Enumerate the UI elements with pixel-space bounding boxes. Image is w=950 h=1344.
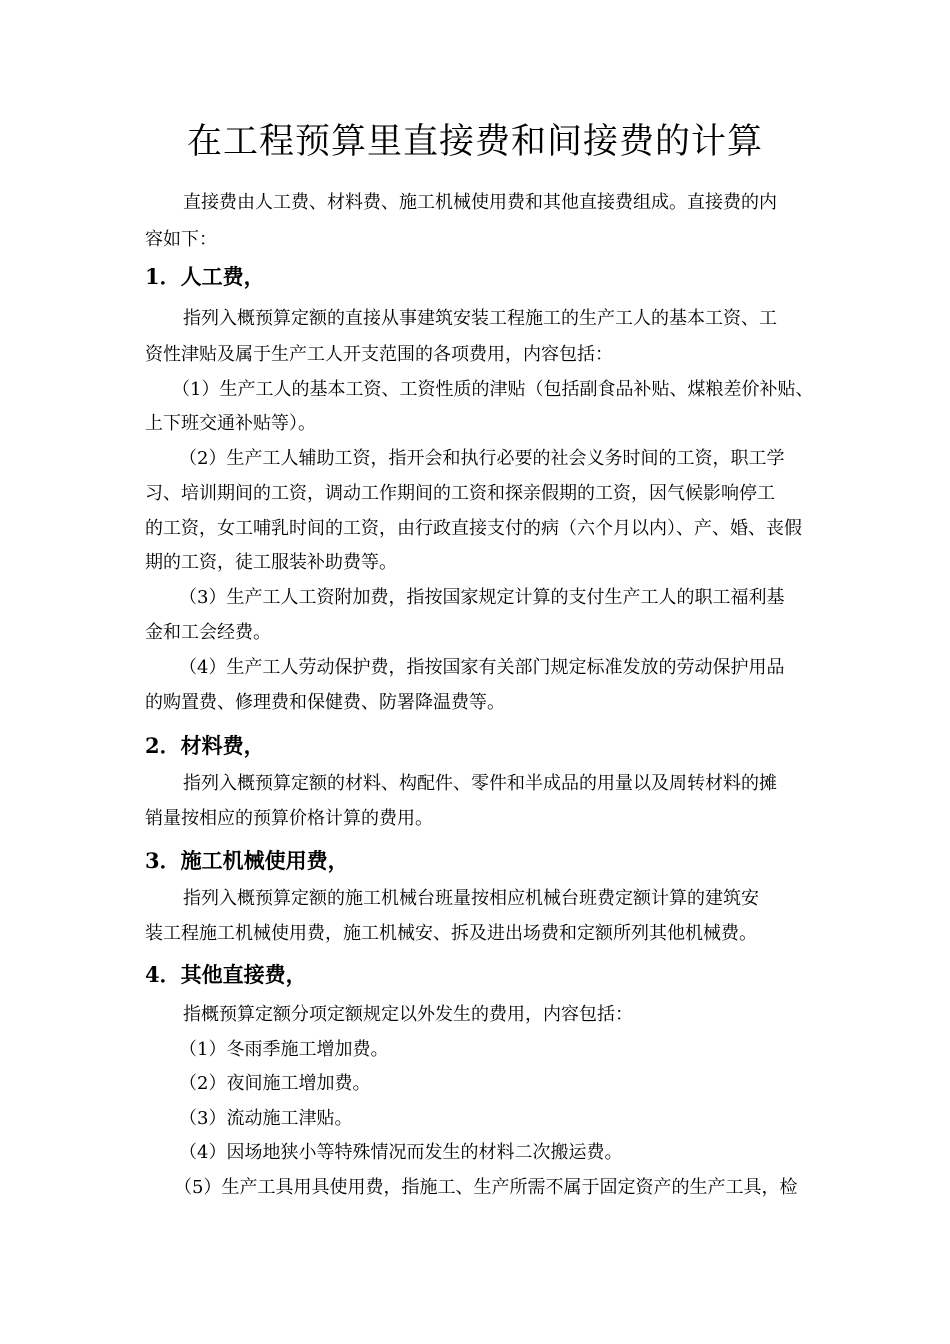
paragraph-line: （4）生产工人劳动保护费，指按国家有关部门规定标准发放的劳动保护用品 [179,657,785,678]
section-heading: 3．施工机械使用费， [145,848,349,873]
paragraph-line: （1）生产工人的基本工资、工资性质的津贴（包括副食品补贴、煤粮差价补贴、 [172,379,814,400]
paragraph-line: 销量按相应的预算价格计算的费用。 [145,808,433,829]
paragraph-line: 习、培训期间的工资，调动工作期间的工资和探亲假期的工资，因气候影响停工 [145,483,775,504]
paragraph-line: （3）生产工人工资附加费，指按国家规定计算的支付生产工人的职工福利基 [179,587,785,608]
section-heading: 2．材料费， [145,733,265,758]
paragraph-line: 的购置费、修理费和保健费、防署降温费等。 [145,692,505,713]
paragraph-line: 指列入概预算定额的材料、构配件、零件和半成品的用量以及周转材料的摊 [183,773,777,794]
paragraph-line: （2）生产工人辅助工资，指开会和执行必要的社会义务时间的工资，职工学 [179,448,785,469]
paragraph-line: 的工资，女工哺乳时间的工资，由行政直接支付的病（六个月以内）、产、婚、丧假 [145,518,802,539]
paragraph-line: 装工程施工机械使用费，施工机械安、拆及进出场费和定额所列其他机械费。 [145,923,757,944]
section-heading: 1．人工费， [145,264,265,289]
paragraph-line: （5）生产工具用具使用费，指施工、生产所需不属于固定资产的生产工具，检 [174,1177,798,1198]
document-title: 在工程预算里直接费和间接费的计算 [186,122,763,162]
paragraph-line: 上下班交通补贴等）。 [145,413,316,434]
paragraph-line: 金和工会经费。 [145,622,271,643]
section-heading: 4．其他直接费， [145,962,307,987]
paragraph-line: （2）夜间施工增加费。 [179,1073,371,1094]
paragraph-line: 指概预算定额分项定额规定以外发生的费用，内容包括： [183,1004,633,1025]
paragraph-line: 资性津贴及属于生产工人开支范围的各项费用，内容包括： [145,344,613,365]
paragraph-line: 指列入概预算定额的施工机械台班量按相应机械台班费定额计算的建筑安 [183,888,759,909]
paragraph-line: （1）冬雨季施工增加费。 [179,1039,389,1060]
paragraph-line: 容如下： [145,229,217,250]
paragraph-line: （4）因场地狭小等特殊情况而发生的材料二次搬运费。 [179,1142,623,1163]
paragraph-line: 指列入概预算定额的直接从事建筑安装工程施工的生产工人的基本工资、工 [183,308,777,329]
paragraph-line: 直接费由人工费、材料费、施工机械使用费和其他直接费组成。直接费的内 [183,192,777,213]
paragraph-line: 期的工资，徒工服装补助费等。 [145,552,397,573]
paragraph-line: （3）流动施工津贴。 [179,1108,353,1129]
